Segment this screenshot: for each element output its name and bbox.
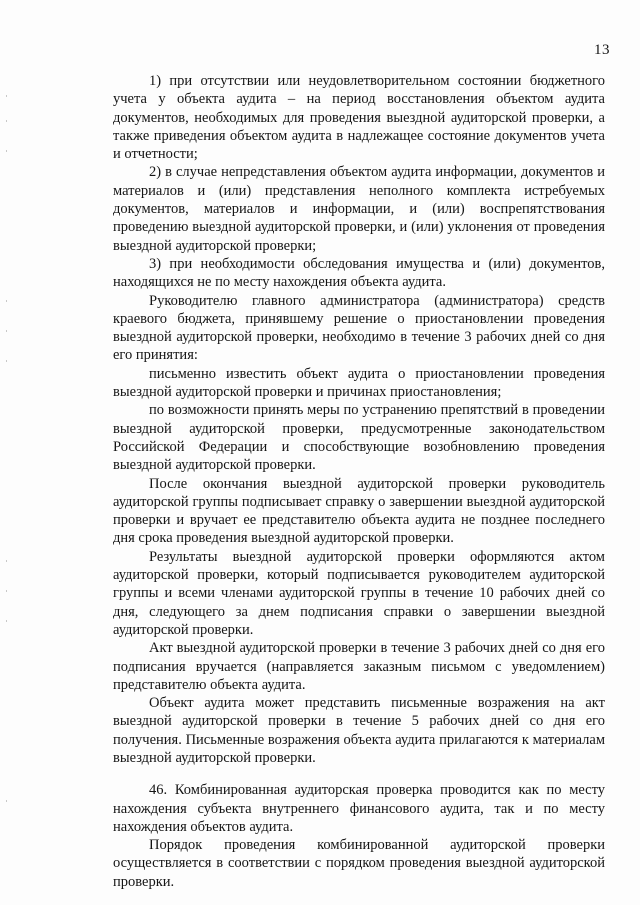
- paragraph: Акт выездной аудиторской проверки в течение 3 рабочих дней со дня его подписания вручается (направляется заказным письмом с уведомлением) представителю объекта аудита.: [113, 640, 605, 693]
- binding-edge: [4, 0, 10, 905]
- page-number: 13: [594, 42, 610, 58]
- paragraph: Результаты выездной аудиторской проверки оформляются актом аудиторской проверки, который подписывается руководителем аудиторской группы и всеми членами аудиторской группы в течение 10 рабочих дней со дня, следующего за днем подписания справки о завершении выездной аудиторской проверки.: [113, 548, 605, 638]
- paragraph: Объект аудита может представить письменные возражения на акт выездной аудиторской проверки в течение 5 рабочих дней со дня его получения. Письменные возражения объекта аудита прилагаются к материалам выездной аудиторской проверки.: [113, 695, 605, 766]
- section-46-paragraph: 46. Комбинированная аудиторская проверка проводится как по месту нахождения субъекта внутреннего финансового аудита, так и по месту нахождения объектов аудита.: [113, 782, 605, 835]
- paragraph: После окончания выездной аудиторской проверки руководитель аудиторской группы подписывает справку о завершении выездной аудиторской проверки и вручает ее представителю объекта аудита не позднее последнего дня срока проведения выездной аудиторской проверки.: [113, 475, 605, 547]
- paragraph: по возможности принять меры по устранению препятствий в проведении выездной аудиторской проверки, предусмотренные законодательством Российской Федерации и способствующие возобновлению проведения выездной аудиторской проверки.: [113, 402, 605, 474]
- document-body: [113, 72, 605, 891]
- paragraph: 3) при необходимости обследования имущества и (или) документов, находящихся не по месту нахождения объекта аудита.: [113, 255, 605, 291]
- paragraph: 2) в случае непредставления объектом аудита информации, документов и материалов и (или) представления неполного комплекта истребуемых документов, материалов и информации, и (или) воспрепятствования проведению выездной аудиторской проверки, и (или) уклонения от проведения выездной аудиторской проверки;: [113, 164, 605, 254]
- section-46-paragraph: Порядок проведения комбинированной аудиторской проверки осуществляется в соответствии с порядком проведения выездной аудиторской проверки.: [113, 837, 605, 890]
- paragraph: письменно известить объект аудита о приостановлении проведения выездной аудиторской проверки и причинах приостановления;: [113, 365, 605, 401]
- paragraph: Руководителю главного администратора (администратора) средств краевого бюджета, принявшему решение о приостановлении проведения выездной аудиторской проверки, необходимо в течение 3 рабочих дней со дня его принятия:: [113, 292, 605, 364]
- paragraph: 1) при отсутствии или неудовлетворительном состоянии бюджетного учета у объекта аудита – на период восстановления объектом аудита документов, необходимых для проведения выездной аудиторской проверки, а также приведения объектом аудита в надлежащее состояние документов учета и отчетности;: [113, 73, 605, 163]
